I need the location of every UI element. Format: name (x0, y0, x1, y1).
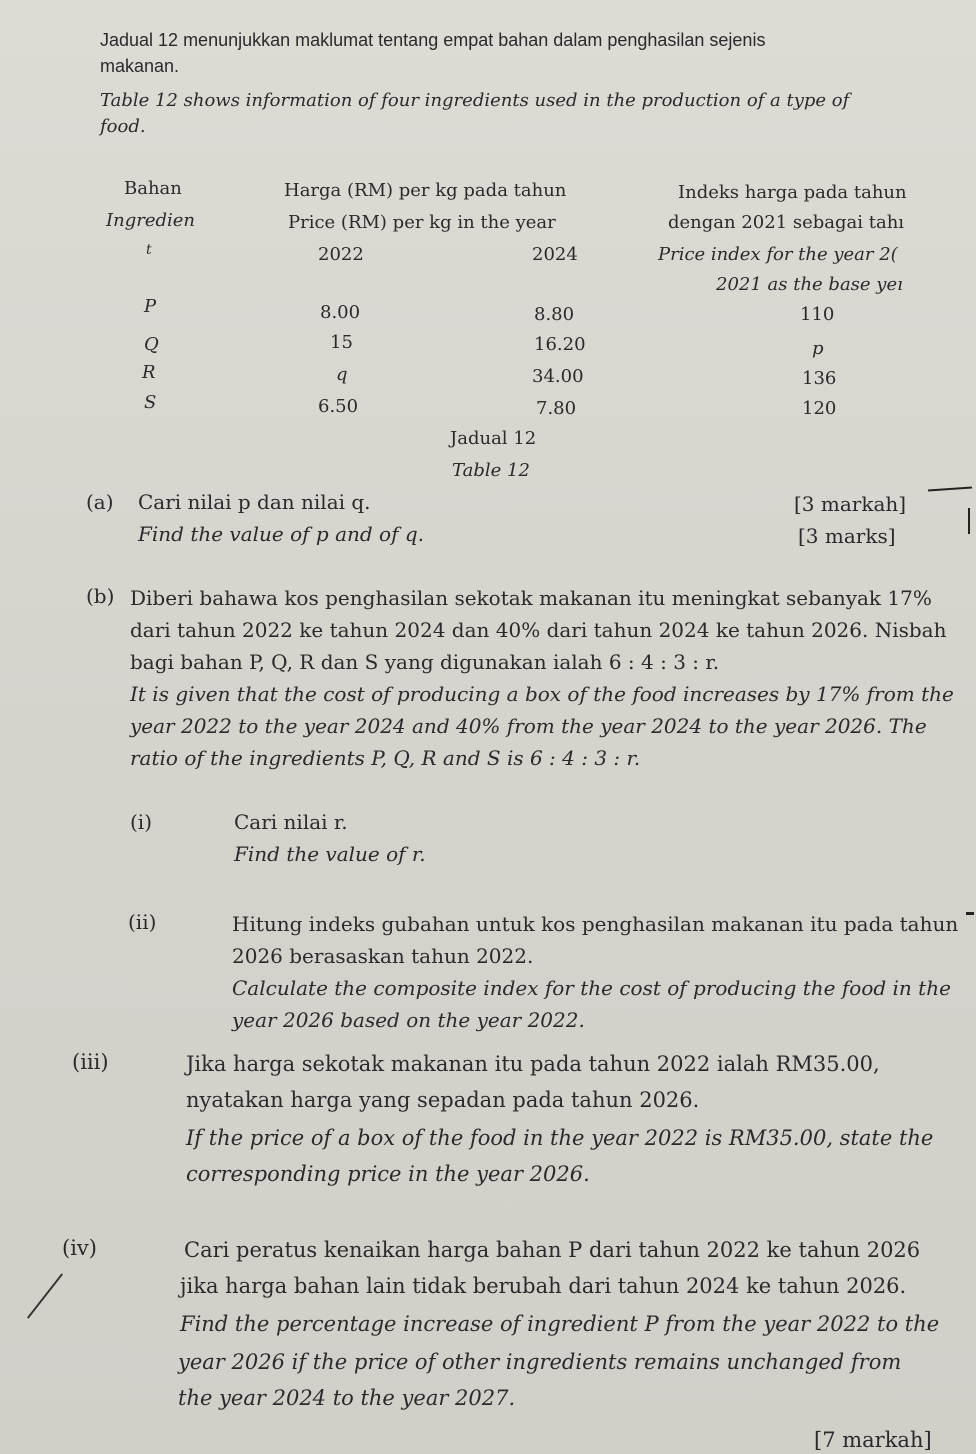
sub-iv-en-line3: the year 2024 to the year 2027. (178, 1386, 516, 1410)
header-index-ms: Indeks harga pada tahun (678, 182, 907, 203)
sub-i-label: (i) (130, 810, 153, 834)
sub-iii-ms-line1: Jika harga sekotak makanan itu pada tahun 2022 ialah RM35.00, (186, 1052, 880, 1076)
sub-iv-en-line2: year 2026 if the price of other ingredients remains unchanged from (178, 1350, 902, 1374)
header-index-en2: 2021 as the base yeı (716, 274, 903, 295)
row-price-2024: 7.80 (536, 398, 577, 419)
row-price-2022: 15 (330, 332, 353, 353)
intro-ms-line2: makanan. (100, 56, 180, 76)
margin-mark (966, 912, 974, 915)
sub-iii-label: (iii) (72, 1050, 109, 1074)
row-index: 120 (802, 398, 837, 419)
intro-en-line2: food. (100, 116, 146, 137)
row-ingredient: S (144, 392, 157, 413)
part-a-marks-ms: [3 markah] (794, 492, 907, 516)
sub-ii-label: (ii) (128, 910, 157, 934)
sub-ii-ms-line1: Hitung indeks gubahan untuk kos penghasilan makanan itu pada tahun (232, 912, 959, 936)
table-caption-en: Table 12 (452, 460, 530, 481)
sub-iv-label: (iv) (62, 1236, 97, 1260)
part-a-en: Find the value of p and of q. (138, 522, 425, 546)
row-ingredient: R (142, 362, 156, 383)
row-price-2022: 6.50 (318, 396, 359, 417)
row-price-2022: 8.00 (320, 302, 361, 323)
row-index: 136 (802, 368, 837, 389)
header-index-ms2: dengan 2021 sebagai tahı (668, 212, 905, 233)
header-price-ms: Harga (RM) per kg pada tahun (284, 180, 567, 201)
sub-i-en: Find the value of r. (234, 842, 426, 866)
sub-ii-en-line2: year 2026 based on the year 2022. (232, 1008, 585, 1032)
part-b-ms-line3: bagi bahan P, Q, R dan S yang digunakan ialah 6 : 4 : 3 : r. (130, 650, 720, 674)
row-price-2022: q (336, 364, 348, 385)
intro-en-line1: Table 12 shows information of four ingredients used in the production of a type of (100, 90, 850, 111)
sub-iii-en-line2: corresponding price in the year 2026. (186, 1162, 590, 1186)
margin-mark (968, 508, 970, 534)
sub-ii-ms-line2: 2026 berasaskan tahun 2022. (232, 944, 534, 968)
sub-i-ms: Cari nilai r. (234, 810, 348, 834)
part-b-en-line3: ratio of the ingredients P, Q, R and S is 6 : 4 : 3 : r. (130, 746, 641, 770)
part-a-marks-en: [3 marks] (798, 524, 896, 548)
footer-marks-ms: [7 markah] (814, 1428, 932, 1452)
sub-ii-en-line1: Calculate the composite index for the cost of producing the food in the (232, 976, 951, 1000)
row-price-2024: 34.00 (532, 366, 584, 387)
row-price-2024: 8.80 (534, 304, 575, 325)
row-ingredient: P (144, 296, 157, 317)
sub-iv-ms-line1: Cari peratus kenaikan harga bahan P dari tahun 2022 ke tahun 2026 (184, 1238, 921, 1262)
header-year-2022: 2022 (318, 244, 364, 265)
sub-iii-en-line1: If the price of a box of the food in the year 2022 is RM35.00, state the (186, 1126, 934, 1150)
row-price-2024: 16.20 (534, 334, 586, 355)
sub-iv-ms-line2: jika harga bahan lain tidak berubah dari tahun 2024 ke tahun 2026. (180, 1274, 907, 1298)
header-ingredient-en: Ingredien (106, 210, 196, 231)
part-b-en-line2: year 2022 to the year 2024 and 40% from the year 2024 to the year 2026. The (130, 714, 927, 738)
sub-iii-ms-line2: nyatakan harga yang sepadan pada tahun 2026. (186, 1088, 700, 1112)
margin-mark (928, 486, 972, 491)
part-a-label: (a) (86, 490, 114, 514)
row-index: 110 (800, 304, 835, 325)
header-index-en: Price index for the year 2( (658, 244, 898, 265)
row-index: p (812, 338, 824, 359)
part-a-ms: Cari nilai p dan nilai q. (138, 490, 371, 514)
sub-iv-en-line1: Find the percentage increase of ingredient P from the year 2022 to the (180, 1312, 940, 1336)
intro-ms-line1: Jadual 12 menunjukkan maklumat tentang empat bahan dalam penghasilan sejenis (100, 30, 766, 50)
handwritten-stroke (27, 1273, 63, 1318)
part-b-ms-line1: Diberi bahawa kos penghasilan sekotak makanan itu meningkat sebanyak 17% (130, 586, 932, 610)
header-ingredient-sub: t (146, 242, 152, 258)
part-b-en-line1: It is given that the cost of producing a box of the food increases by 17% from the (130, 682, 954, 706)
header-price-en: Price (RM) per kg in the year (288, 212, 556, 233)
part-b-ms-line2: dari tahun 2022 ke tahun 2024 dan 40% dari tahun 2024 ke tahun 2026. Nisbah (130, 618, 947, 642)
row-ingredient: Q (144, 334, 159, 355)
part-b-label: (b) (86, 584, 115, 608)
header-year-2024: 2024 (532, 244, 578, 265)
table-caption-ms: Jadual 12 (450, 428, 537, 449)
header-ingredient-ms: Bahan (124, 178, 182, 199)
